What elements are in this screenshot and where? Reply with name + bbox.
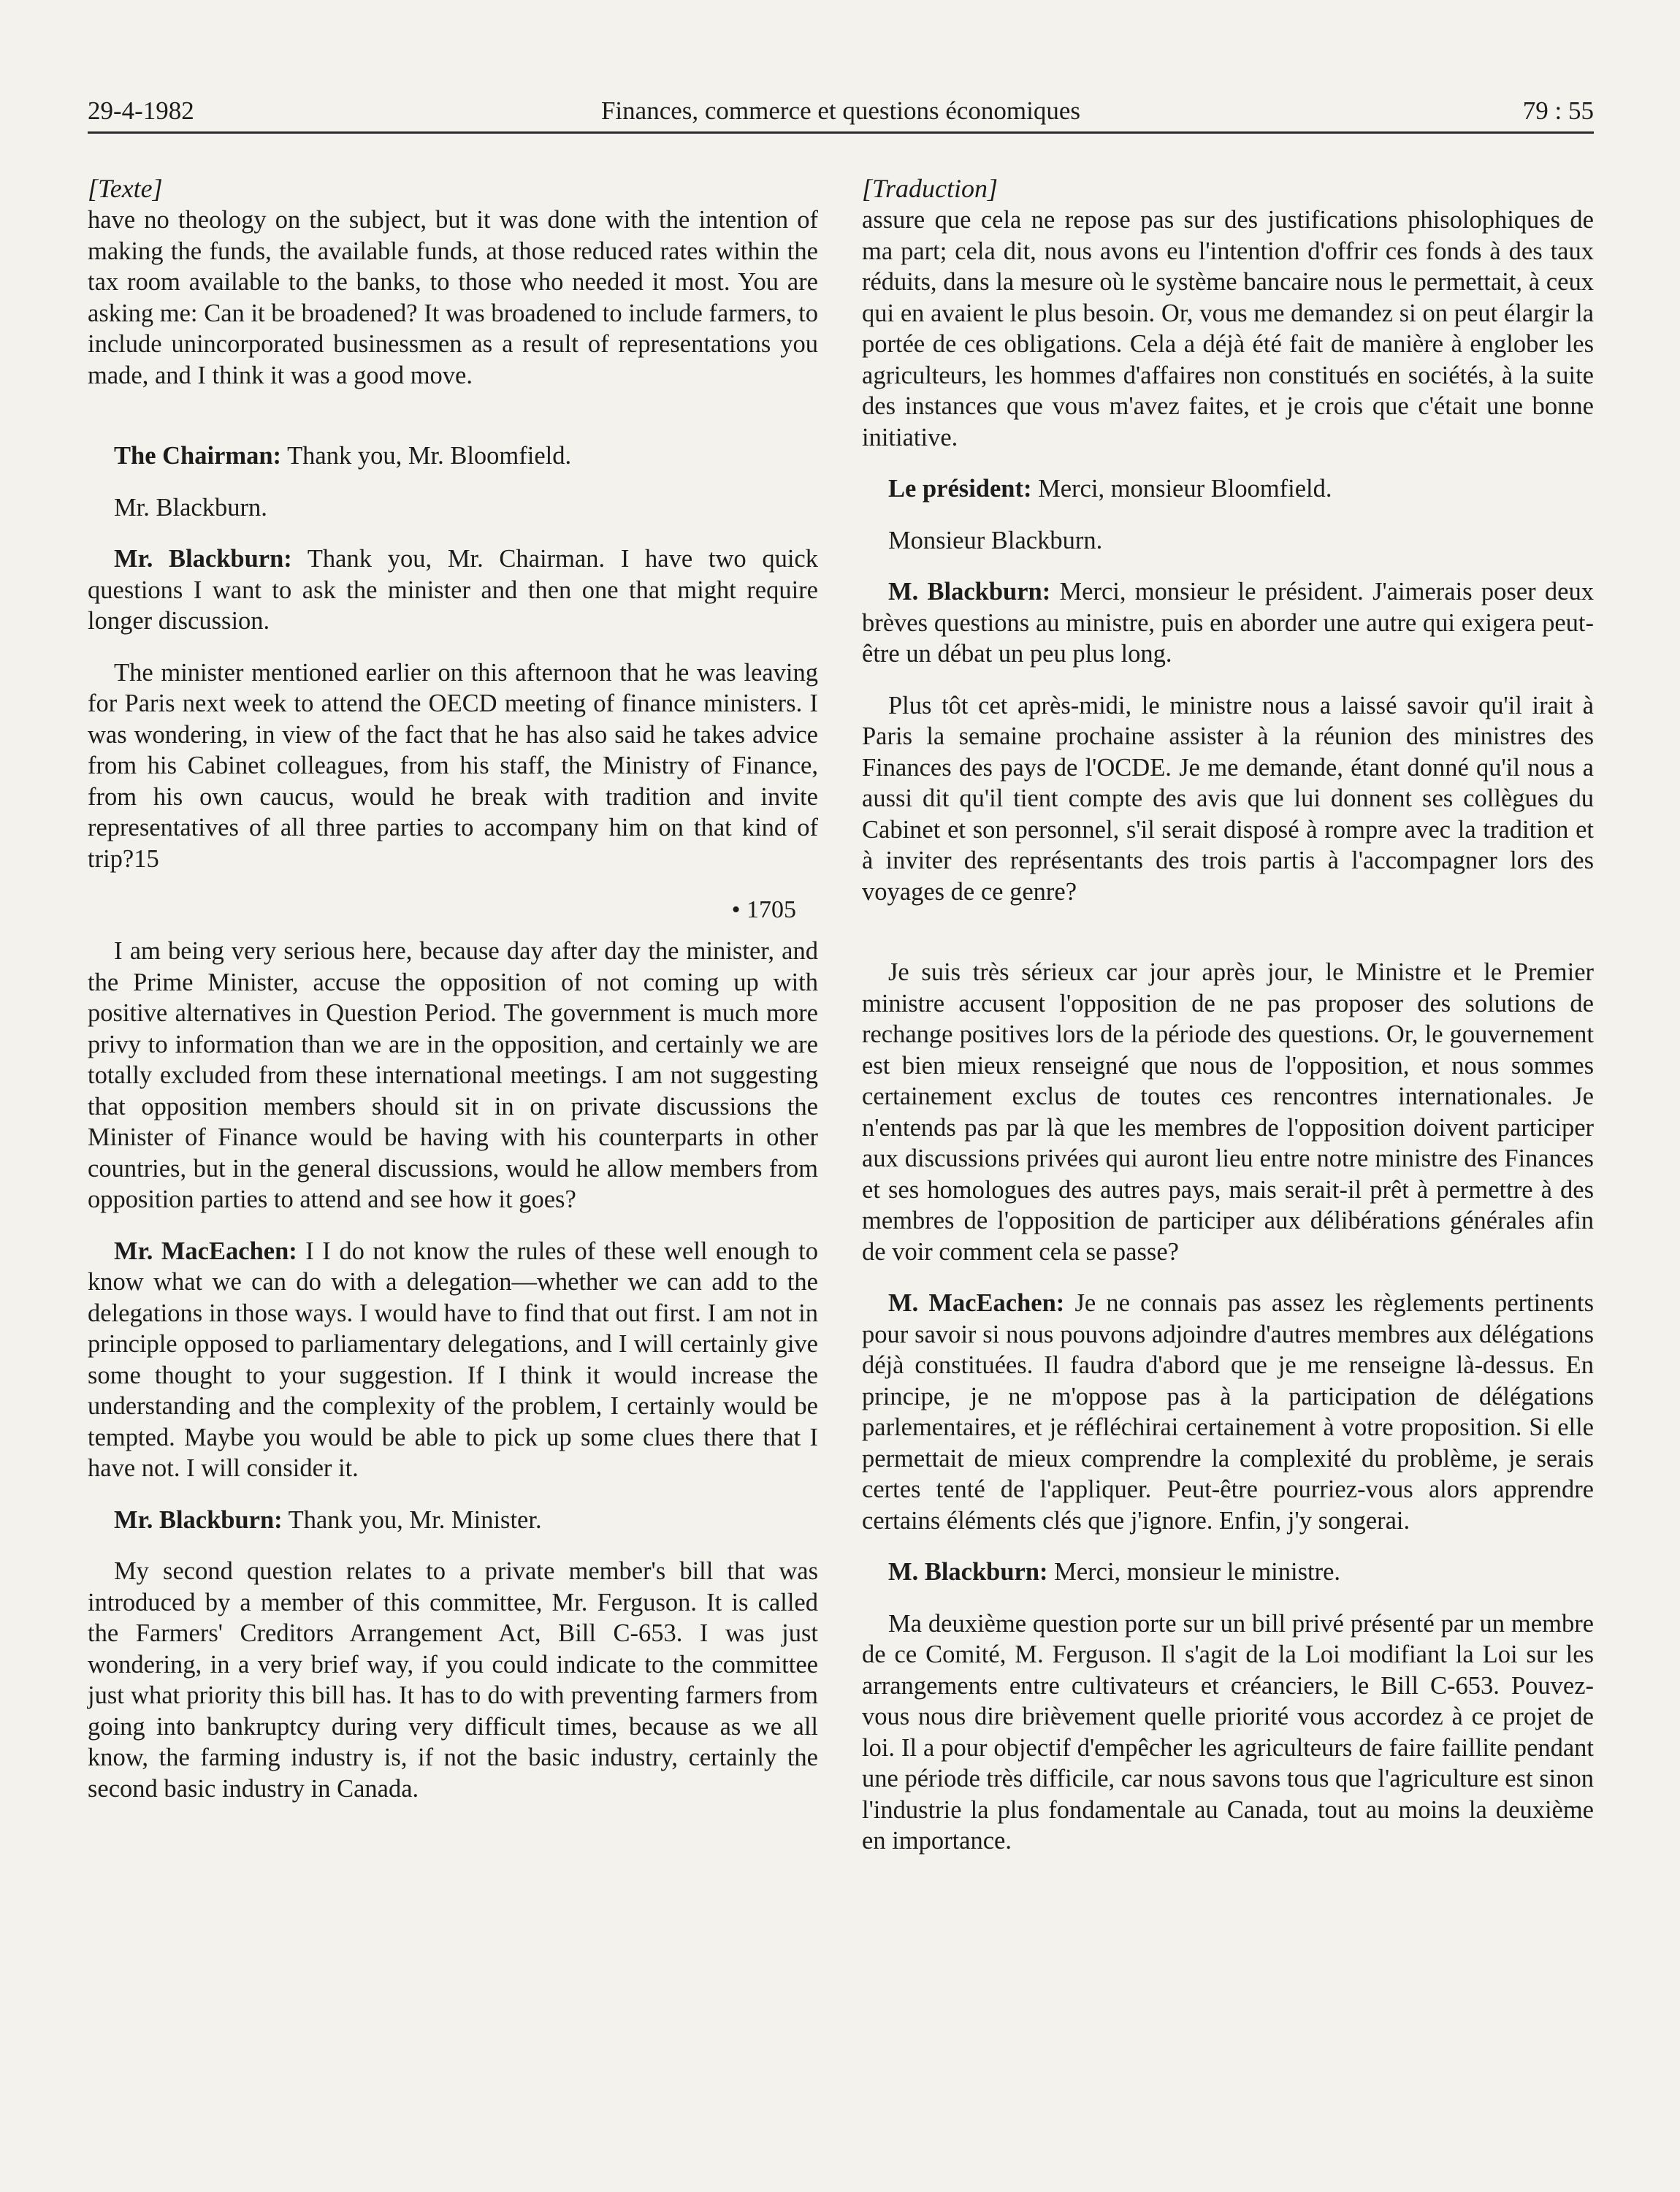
paragraph: assure que cela ne repose pas sur des justifications phisolophiques de ma part; cela dit, nous avons eu l'intention d'offrir ces fonds à des taux réduits, dans la mesure où le système bancaire nous le permettait, à ceux qui en avaient le plus besoin. Or, vous me demandez si on peut élargir la portée de ces obligations. Cela a déjà été fait de manière à englober les agriculteurs, les hommes d'affaires non constitués en sociétés, à la suite des instances que vous m'avez faites, et je crois que c'était une bonne initiative.: [862, 206, 1594, 451]
speech-text: I I do not know the rules of these well enough to know what we can do with a delegation—whether we can add to the delegations in those ways. I would have to find that out first. I am not in principle opposed to parliamentary delegations, and I will certainly give some thought to your suggestion. If I think it would increase the understanding and the complexity of the problem, I certainly would be tempted. Maybe you would be able to pick up some clues there that I have not. I will consider it.: [88, 1237, 818, 1482]
paragraph: The minister mentioned earlier on this afternoon that he was leaving for Paris next week to attend the OECD meeting of finance ministers. I was wondering, in view of the fact that he has also said he takes advice from his Cabinet colleagues, from his staff, the Ministry of Finance, from his own caucus, would he break with tradition and invite representatives of all three parties to accompany him on that kind of trip?15: [88, 658, 818, 873]
speaker-name: Mr. Blackburn:: [114, 1505, 283, 1534]
header-date: 29-4-1982: [88, 96, 194, 125]
speaker-paragraph: [88, 1505, 818, 1536]
speaker-name: M. MacEachen:: [888, 1289, 1065, 1317]
paragraph: have no theology on the subject, but it was done with the intention of making the funds, the available funds, at those reduced rates within the tax room available to the banks, to those who needed it most. You are asking me: Can it be broadened? It was broadened to include farmers, to include unincorporated businessmen as a result of representations you made, and I think it was a good move.: [88, 206, 818, 389]
speaker-name: Le président:: [888, 475, 1032, 503]
paragraph: Plus tôt cet après-midi, le ministre nous a laissé savoir qu'il irait à Paris la semaine prochaine assister à la réunion des ministres des Finances des pays de l'OCDE. Je me demande, étant donné qu'il nous a aussi dit qu'il tient compte des avis que lui donnent ses collègues du Cabinet et son personnel, s'il serait disposé à rompre avec la tradition et à inviter des représentants des trois partis à l'accompagner lors des voyages de ce genre?: [862, 691, 1594, 906]
paragraph: I am being very serious here, because day after day the minister, and the Prime Minister, accuse the opposition of not coming up with positive alternatives in Question Period. The government is much more privy to information than we are in the opposition, and certainly we are totally excluded from these international meetings. I am not suggesting that opposition members should sit in on private discussions the Minister of Finance would be having with his counterparts in other countries, but in the general discussions, would he allow members from opposition parties to attend and see how it goes?: [88, 937, 818, 1213]
french-column: [862, 172, 1594, 1877]
paragraph: My second question relates to a private member's bill that was introduced by a member of this committee, Mr. Ferguson. It is called the Farmers' Creditors Arrangement Act, Bill C-653. I was just wondering, in a very brief way, if you could indicate to the committee just what priority this bill has. It has to do with preventing farmers from going into bankruptcy during very difficult times, because as we all know, the farming industry is, if not the basic industry, certainly the second basic industry in Canada.: [88, 1557, 818, 1803]
header-page-number: 79 : 55: [1522, 96, 1594, 125]
paragraph: Ma deuxième question porte sur un bill privé présenté par un membre de ce Comité, M. Ferguson. Il s'agit de la Loi modifiant la Loi sur les arrangements entre cultivateurs et créanciers, le Bill C-653. Pouvez-vous nous dire brièvement quelle priorité vous accordez à ce projet de loi. Il a pour objectif d'empêcher les agriculteurs de faire faillite pendant une période très difficile, car nous savons tous que l'agriculture est sinon l'industrie la plus fondamentale au Canada, tout au moins la deuxième en importance.: [862, 1609, 1594, 1855]
speaker-name: Mr. MacEachen:: [114, 1237, 297, 1265]
page-header: [88, 93, 1594, 134]
speech-text: Thank you, Mr. Minister.: [282, 1505, 542, 1534]
paragraph: Monsieur Blackburn.: [888, 526, 1103, 554]
speaker-paragraph: [862, 1557, 1594, 1588]
speaker-paragraph: [88, 440, 818, 472]
speaker-paragraph: [88, 1236, 818, 1484]
speech-text: Je ne connais pas assez les règlements pertinents pour savoir si nous pouvons adjoindre d'autres membres aux délégations déjà constituées. Il faudra d'abord que je me renseigne là-dessus. En principe, je ne m'oppose pas à la participation de délégations parlementaires, et je réfléchirai certainement à votre proposition. Si elle permettait de mieux comprendre la complexité du problème, je serais certes tenté de l'appliquer. Peut-être pourriez-vous alors apprendre certains éléments clés que j'ignore. Enfin, j'y songerai.: [862, 1289, 1594, 1535]
speaker-paragraph: [88, 543, 818, 637]
header-title: Finances, commerce et questions économiques: [600, 96, 1081, 125]
speech-text: Merci, monsieur Bloomfield.: [1031, 475, 1332, 503]
speaker-paragraph: [862, 1288, 1594, 1536]
paragraph: Je suis très sérieux car jour après jour, le Ministre et le Premier ministre accusent l'opposition de ne pas proposer des solutions de rechange positives lors de la période des questions. Or, le gouvernement est bien mieux renseigné que nous de l'opposition, et nous sommes certainement exclus de toutes ces rencontres internationales. Je n'entends pas par là que les membres de l'opposition doivent participer aux discussions privées qui auront lieu entre notre ministre des Finances et ses homologues des autres pays, mais serait-il prêt à permettre à des membres de l'opposition de participer aux délibérations générales afin de voir comment cela se passe?: [862, 958, 1594, 1266]
language-tag: [Traduction]: [862, 174, 999, 203]
speaker-name: The Chairman:: [114, 442, 282, 470]
english-column: [88, 172, 818, 1825]
time-marker: • 1705: [731, 896, 796, 923]
paragraph: Mr. Blackburn.: [114, 493, 267, 522]
speaker-paragraph: [862, 576, 1594, 670]
speech-text: Thank you, Mr. Bloomfield.: [281, 442, 572, 470]
speaker-name: M. Blackburn:: [888, 578, 1051, 606]
speaker-paragraph: [862, 473, 1594, 505]
language-tag: [Texte]: [88, 174, 163, 203]
speech-text: Merci, monsieur le ministre.: [1047, 1558, 1341, 1586]
speech-text: Thank you, Mr. Chairman. I have two quick questions I want to ask the minister and then one that might require longer discussion.: [88, 545, 818, 635]
speech-text: Merci, monsieur le président. J'aimerais poser deux brèves questions au ministre, puis en aborder une autre qui exigera peut-être un débat un peu plus long.: [862, 578, 1594, 668]
speaker-name: Mr. Blackburn:: [114, 545, 292, 573]
speaker-name: M. Blackburn:: [888, 1558, 1048, 1586]
